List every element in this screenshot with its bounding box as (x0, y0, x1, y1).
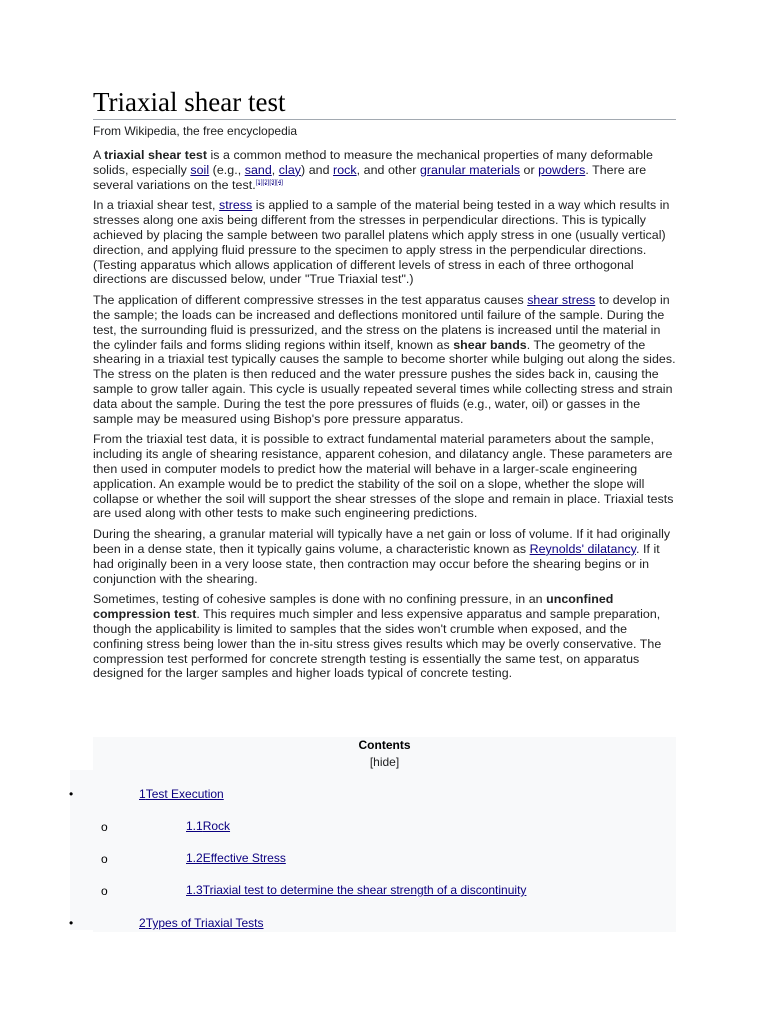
sub-bullet-icon: o (101, 852, 108, 866)
reference-links[interactable]: [1][2][3][4] (255, 179, 284, 186)
toc-hide (93, 755, 676, 769)
link-shear-stress[interactable]: shear stress (527, 293, 596, 308)
paragraph-intro: A triaxial shear test is a common method to measure the mechanical properties of many deformable solids, especially soil (e.g., sand, clay) and rock, and other granular materials or powders. There are several variations on the test.[1][2][3][4] (93, 148, 653, 192)
link-clay[interactable]: clay (278, 162, 302, 177)
paragraph-unconfined: Sometimes, testing of cohesive samples is done with no confining pressure, in an unconfined compression test. This requires much simpler and less expensive apparatus and sample preparation, though the applicability is limited to samples that the sides won't crumble when exposed, and the confining stress being lower than the in-situ stress gives results which may be overly conservative. The compression test performed for concrete strength testing is essentially the same test, on apparatus designed for the larger samples and higher loads typical of concrete testing. (93, 592, 662, 681)
toc-background-extension (70, 770, 93, 930)
link-reynolds-dilatancy[interactable]: Reynolds' dilatancy (529, 541, 636, 556)
sub-bullet-icon: o (101, 820, 108, 834)
article (93, 86, 676, 687)
bullet-icon: • (69, 787, 74, 801)
bullet-icon: • (69, 916, 74, 930)
page-title: Triaxial shear test (93, 86, 676, 120)
paragraph-shear: The application of different compressive stresses in the test apparatus causes shear stress to develop in the sample; the loads can be increased and deflections monitored until failure of the sample. During the test, the surrounding fluid is pressurized, and the stress on the platens is increased until the material in the cylinder fails and forms sliding regions within itself, known as shear bands. The geometry of the shearing in a triaxial test typically causes the sample to become shorter while bulging out along the sides. The stress on the platen is then reduced and the water pressure pushes the sides back in, causing the sample to grow taller again. This cycle is usually repeated several times while collecting stress and strain data about the sample. During the test the pore pressures of fluids (e.g., water, oil) or gasses in the sample may be measured using Bishop's pore pressure apparatus. (93, 293, 676, 426)
toc-item-test-execution[interactable]: 1Test Execution (139, 787, 224, 801)
link-powders[interactable]: powders (538, 162, 586, 177)
toc-hide-toggle[interactable]: [hide] (369, 755, 400, 769)
paragraph-dilatancy: During the shearing, a granular material will typically have a net gain or loss of volume. If it had originally been in a dense state, then it typically gains volume, a characteristic known as Reynolds' dilatancy. If it had originally been in a very loose state, then contraction may occur before the shearing begins or in conjunction with the shearing. (93, 527, 671, 586)
toc-item-rock[interactable]: 1.1Rock (186, 819, 231, 833)
toc-item-effective-stress[interactable]: 1.2Effective Stress (186, 851, 286, 865)
paragraph-data: From the triaxial test data, it is possible to extract fundamental material parameters about the sample, including its angle of shearing resistance, apparent cohesion, and dilatancy angle. These parameters are then used in computer models to predict how the material will behave in a larger-scale engineering application. An example would be to predict the stability of the soil on a slope, whether the slope will collapse or whether the soil will support the shear stresses of the slope and remain in place. Triaxial tests are used along with other tests to make such engineering predictions. (93, 432, 674, 521)
toc-item-types[interactable]: 2Types of Triaxial Tests (139, 916, 264, 930)
sub-bullet-icon: o (101, 884, 108, 898)
toc-item-discontinuity[interactable]: 1.3Triaxial test to determine the shear strength of a discontinuity (186, 883, 527, 897)
link-granular-materials[interactable]: granular materials (419, 162, 521, 177)
link-soil[interactable]: soil (190, 162, 210, 177)
paragraph-stress: In a triaxial shear test, stress is applied to a sample of the material being tested in a way which results in stresses along one axis being different from the stresses in perpendicular directions. This is typically achieved by placing the sample between two parallel platens which apply stress in one (usually vertical) direction, and applying fluid pressure to the specimen to apply stress in the perpendicular directions. (Testing apparatus which allows application of different levels of stress in each of three orthogonal directions are discussed below, under "True Triaxial test".) (93, 198, 670, 287)
link-stress[interactable]: stress (218, 198, 253, 213)
toc-box (93, 737, 676, 932)
link-sand[interactable]: sand (244, 162, 272, 177)
link-rock[interactable]: rock (333, 162, 357, 177)
toc-title: Contents (358, 738, 411, 752)
tagline: From Wikipedia, the free encyclopedia (93, 124, 298, 138)
